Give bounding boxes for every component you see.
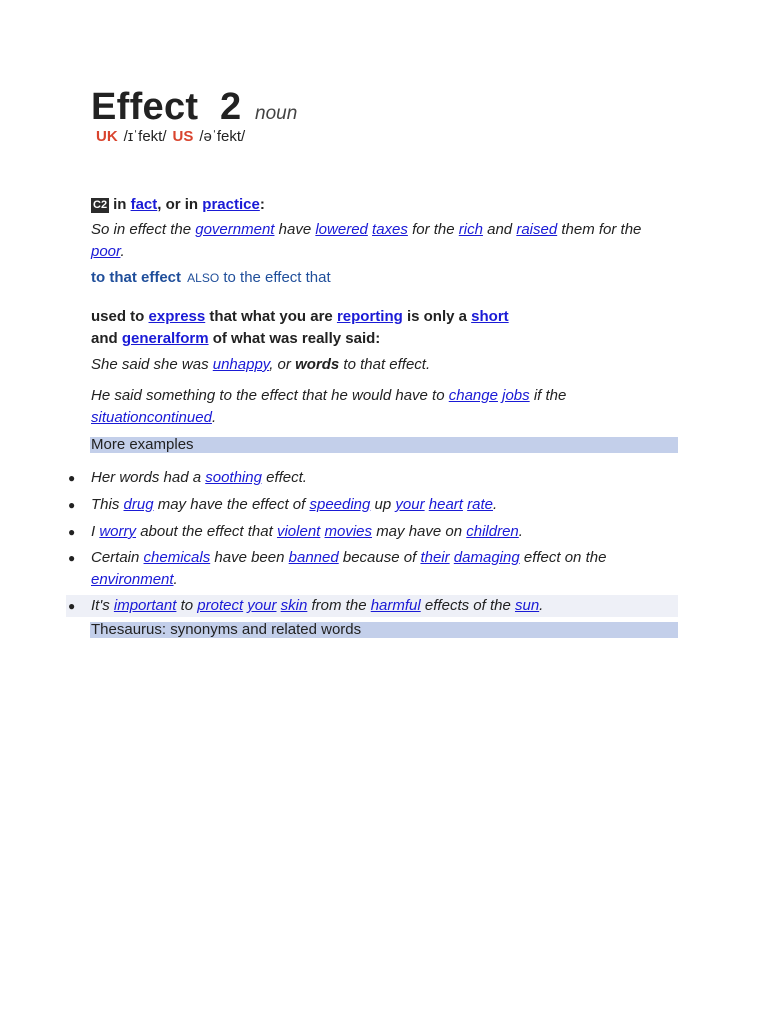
- also-variant: to the effect that: [223, 269, 331, 286]
- example-bold: words: [295, 356, 340, 373]
- example-text: and: [487, 221, 513, 238]
- headword: Effect: [91, 86, 199, 128]
- list-item: [66, 467, 678, 489]
- example-text: them for the: [561, 221, 642, 238]
- word-link[interactable]: your: [247, 597, 277, 614]
- list-item: [66, 595, 678, 617]
- example-text: .: [493, 496, 498, 513]
- word-link[interactable]: damaging: [453, 549, 520, 566]
- def-text: of what was really said:: [212, 330, 381, 347]
- list-item: [66, 494, 678, 516]
- example-text: because of: [342, 549, 417, 566]
- example-text: about the effect that: [140, 523, 273, 540]
- word-link[interactable]: environment: [91, 571, 174, 588]
- pronunciation-line: [96, 128, 251, 146]
- idiom-phrase: [91, 267, 331, 289]
- bullet-icon: ●: [68, 471, 76, 485]
- part-of-speech: noun: [255, 103, 298, 124]
- def-text: that what you are: [209, 308, 333, 325]
- example-text: to that effect.: [343, 356, 431, 373]
- def-text: used to: [91, 308, 145, 325]
- word-link[interactable]: violent: [276, 523, 321, 540]
- word-link[interactable]: worry: [99, 523, 137, 540]
- word-link[interactable]: practice: [202, 196, 260, 213]
- word-link[interactable]: movies: [324, 523, 373, 540]
- example-text: effects of the: [424, 597, 511, 614]
- example-text: .: [173, 571, 178, 588]
- word-link[interactable]: rich: [458, 221, 483, 238]
- phrase-headword: to that effect: [91, 269, 181, 286]
- more-examples-toggle[interactable]: More examples: [90, 437, 678, 453]
- us-label: US: [172, 128, 194, 145]
- more-examples-list: [66, 467, 678, 617]
- also-label: ALSO: [187, 271, 220, 285]
- example-text: She said she was: [91, 356, 209, 373]
- word-link[interactable]: protect: [197, 597, 244, 614]
- list-item: [66, 547, 611, 591]
- def-text: , or in: [157, 196, 199, 213]
- word-link[interactable]: sun: [514, 597, 540, 614]
- def-text: is only a: [406, 308, 467, 325]
- word-link[interactable]: children: [466, 523, 519, 540]
- bullet-icon: ●: [68, 599, 76, 613]
- example-text: Certain: [91, 549, 140, 566]
- bullet-icon: ●: [68, 551, 76, 565]
- word-link[interactable]: change: [448, 387, 498, 404]
- bullet-icon: ●: [68, 498, 76, 512]
- word-link[interactable]: rate: [467, 496, 493, 513]
- example-text: I: [91, 523, 96, 540]
- def-text: and: [91, 330, 118, 347]
- us-pronunciation: /əˈfekt/: [199, 128, 246, 145]
- bullet-icon: ●: [68, 525, 76, 539]
- word-link[interactable]: important: [113, 597, 177, 614]
- example-text: to: [180, 597, 194, 614]
- example-text: if the: [533, 387, 567, 404]
- example-text: .: [518, 523, 523, 540]
- example-text: from the: [311, 597, 367, 614]
- word-link[interactable]: express: [148, 308, 206, 325]
- uk-pronunciation: /ɪˈfekt/: [123, 128, 167, 145]
- example-text: This: [91, 496, 120, 513]
- example-text: up: [374, 496, 392, 513]
- cefr-level-badge: C2: [93, 199, 108, 211]
- word-link[interactable]: your: [395, 496, 425, 513]
- example-text: .: [211, 409, 217, 426]
- word-link[interactable]: banned: [288, 549, 339, 566]
- example-text: for the: [412, 221, 455, 238]
- sense-definition: [91, 194, 265, 216]
- example-text: He said something to the effect that he would have to: [91, 387, 445, 404]
- word-link[interactable]: jobs: [502, 387, 530, 404]
- word-link[interactable]: government: [195, 221, 275, 238]
- word-link[interactable]: chemicals: [143, 549, 211, 566]
- example-text: Her words had a: [91, 469, 202, 486]
- word-link[interactable]: generalform: [121, 330, 209, 347]
- example-text: .: [539, 597, 544, 614]
- example-text: It's: [91, 597, 110, 614]
- example-text: have been: [214, 549, 285, 566]
- example-text: .: [120, 243, 125, 260]
- word-link[interactable]: heart: [428, 496, 463, 513]
- word-link[interactable]: short: [471, 308, 509, 325]
- example-text: effect.: [266, 469, 307, 486]
- word-link[interactable]: unhappy: [212, 356, 270, 373]
- word-link[interactable]: harmful: [370, 597, 421, 614]
- list-item: [66, 521, 678, 543]
- example-text: , or: [269, 356, 291, 373]
- def-text: :: [259, 196, 265, 213]
- word-link[interactable]: their: [420, 549, 450, 566]
- word-link[interactable]: soothing: [205, 469, 262, 486]
- dictionary-entry: [91, 84, 679, 426]
- word-link[interactable]: drug: [123, 496, 154, 513]
- def-text: in: [113, 196, 127, 213]
- homograph-number: 2: [220, 86, 242, 128]
- word-link[interactable]: raised: [516, 221, 558, 238]
- phrase-definition: [91, 306, 511, 350]
- word-link[interactable]: lowered: [315, 221, 368, 238]
- example-text: effect on the: [523, 549, 607, 566]
- uk-label: UK: [96, 128, 118, 145]
- word-link[interactable]: skin: [280, 597, 308, 614]
- word-link[interactable]: situationcontinued: [91, 409, 212, 426]
- example-text: So in effect the: [91, 221, 192, 238]
- example-text: may have the effect of: [157, 496, 306, 513]
- example-sentence: [91, 354, 430, 376]
- word-link[interactable]: poor: [91, 243, 121, 260]
- example-text: have: [278, 221, 312, 238]
- word-link[interactable]: reporting: [336, 308, 403, 325]
- word-link[interactable]: speeding: [309, 496, 371, 513]
- word-link[interactable]: taxes: [372, 221, 408, 238]
- example-sentence: [91, 385, 581, 429]
- thesaurus-toggle[interactable]: Thesaurus: synonyms and related words: [90, 622, 678, 638]
- word-link[interactable]: fact: [130, 196, 158, 213]
- example-text: may have on: [376, 523, 463, 540]
- example-sentence: [91, 219, 661, 263]
- headword-line: [91, 84, 679, 130]
